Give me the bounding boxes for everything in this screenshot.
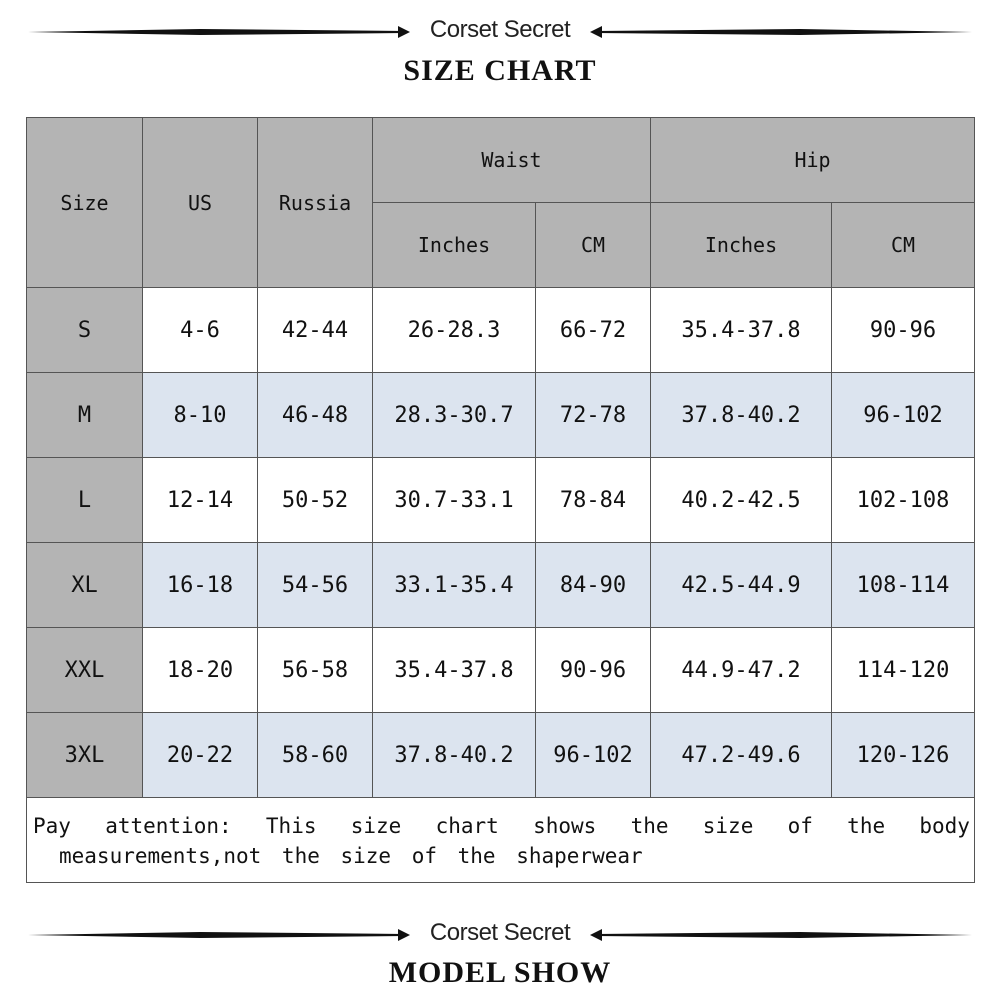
russia-value: 46-48 <box>258 373 373 458</box>
size-label: XXL <box>27 628 143 713</box>
brand-logo-bottom: Corset Secret <box>429 919 571 946</box>
header-hip-cm: CM <box>832 203 975 288</box>
brand-logo-top: Corset Secret <box>429 16 571 43</box>
waist-cm-value: 78-84 <box>536 458 651 543</box>
note-line-2: measurements,not the size of the shaperwear <box>59 844 643 868</box>
hip-cm-value: 120-126 <box>832 713 975 798</box>
table-row <box>27 628 975 713</box>
note-row <box>27 798 975 883</box>
waist-cm-value: 90-96 <box>536 628 651 713</box>
page-title: SIZE CHART <box>403 54 597 87</box>
note-word: size <box>350 814 402 838</box>
hip-cm-value: 90-96 <box>832 288 975 373</box>
note-word: shows <box>533 814 597 838</box>
us-value: 16-18 <box>143 543 258 628</box>
us-value: 8-10 <box>143 373 258 458</box>
waist-cm-value: 96-102 <box>536 713 651 798</box>
waist-cm-value: 66-72 <box>536 288 651 373</box>
waist-inches-value: 26-28.3 <box>373 288 536 373</box>
header-waist-inches: Inches <box>373 203 536 288</box>
hip-cm-value: 108-114 <box>832 543 975 628</box>
header-us: US <box>143 118 258 288</box>
hip-inches-value: 42.5-44.9 <box>651 543 832 628</box>
waist-inches-value: 35.4-37.8 <box>373 628 536 713</box>
table-row <box>27 458 975 543</box>
header-hip-inches: Inches <box>651 203 832 288</box>
hip-cm-value: 102-108 <box>832 458 975 543</box>
us-value: 20-22 <box>143 713 258 798</box>
us-value: 18-20 <box>143 628 258 713</box>
russia-value: 50-52 <box>258 458 373 543</box>
header-waist: Waist <box>373 118 651 203</box>
russia-value: 56-58 <box>258 628 373 713</box>
waist-cm-value: 72-78 <box>536 373 651 458</box>
waist-inches-value: 30.7-33.1 <box>373 458 536 543</box>
size-label: L <box>27 458 143 543</box>
size-label: XL <box>27 543 143 628</box>
note-word: size <box>702 814 754 838</box>
hip-inches-value: 37.8-40.2 <box>651 373 832 458</box>
header-russia: Russia <box>258 118 373 288</box>
header-hip: Hip <box>651 118 975 203</box>
note-word: chart <box>435 814 499 838</box>
hip-inches-value: 40.2-42.5 <box>651 458 832 543</box>
hip-cm-value: 114-120 <box>832 628 975 713</box>
size-label: S <box>27 288 143 373</box>
russia-value: 58-60 <box>258 713 373 798</box>
note-word: the <box>847 814 886 838</box>
header-size: Size <box>27 118 143 288</box>
note-word: of <box>787 814 813 838</box>
hip-inches-value: 44.9-47.2 <box>651 628 832 713</box>
note-word: Pay <box>33 814 71 838</box>
size-label: M <box>27 373 143 458</box>
note-word: attention: <box>105 814 232 838</box>
table-row <box>27 713 975 798</box>
waist-inches-value: 33.1-35.4 <box>373 543 536 628</box>
size-note <box>27 798 975 883</box>
header-waist-cm: CM <box>536 203 651 288</box>
waist-cm-value: 84-90 <box>536 543 651 628</box>
russia-value: 42-44 <box>258 288 373 373</box>
hip-inches-value: 35.4-37.8 <box>651 288 832 373</box>
us-value: 4-6 <box>143 288 258 373</box>
section-title-model-show: MODEL SHOW <box>388 956 612 989</box>
table-row <box>27 288 975 373</box>
russia-value: 54-56 <box>258 543 373 628</box>
waist-inches-value: 28.3-30.7 <box>373 373 536 458</box>
size-label: 3XL <box>27 713 143 798</box>
size-chart-table <box>26 117 975 883</box>
note-line-1 <box>33 811 970 841</box>
hip-cm-value: 96-102 <box>832 373 975 458</box>
note-word: This <box>265 814 317 838</box>
us-value: 12-14 <box>143 458 258 543</box>
table-row <box>27 543 975 628</box>
waist-inches-value: 37.8-40.2 <box>373 713 536 798</box>
hip-inches-value: 47.2-49.6 <box>651 713 832 798</box>
note-word: the <box>630 814 669 838</box>
note-word: body <box>919 814 970 838</box>
table-row <box>27 373 975 458</box>
